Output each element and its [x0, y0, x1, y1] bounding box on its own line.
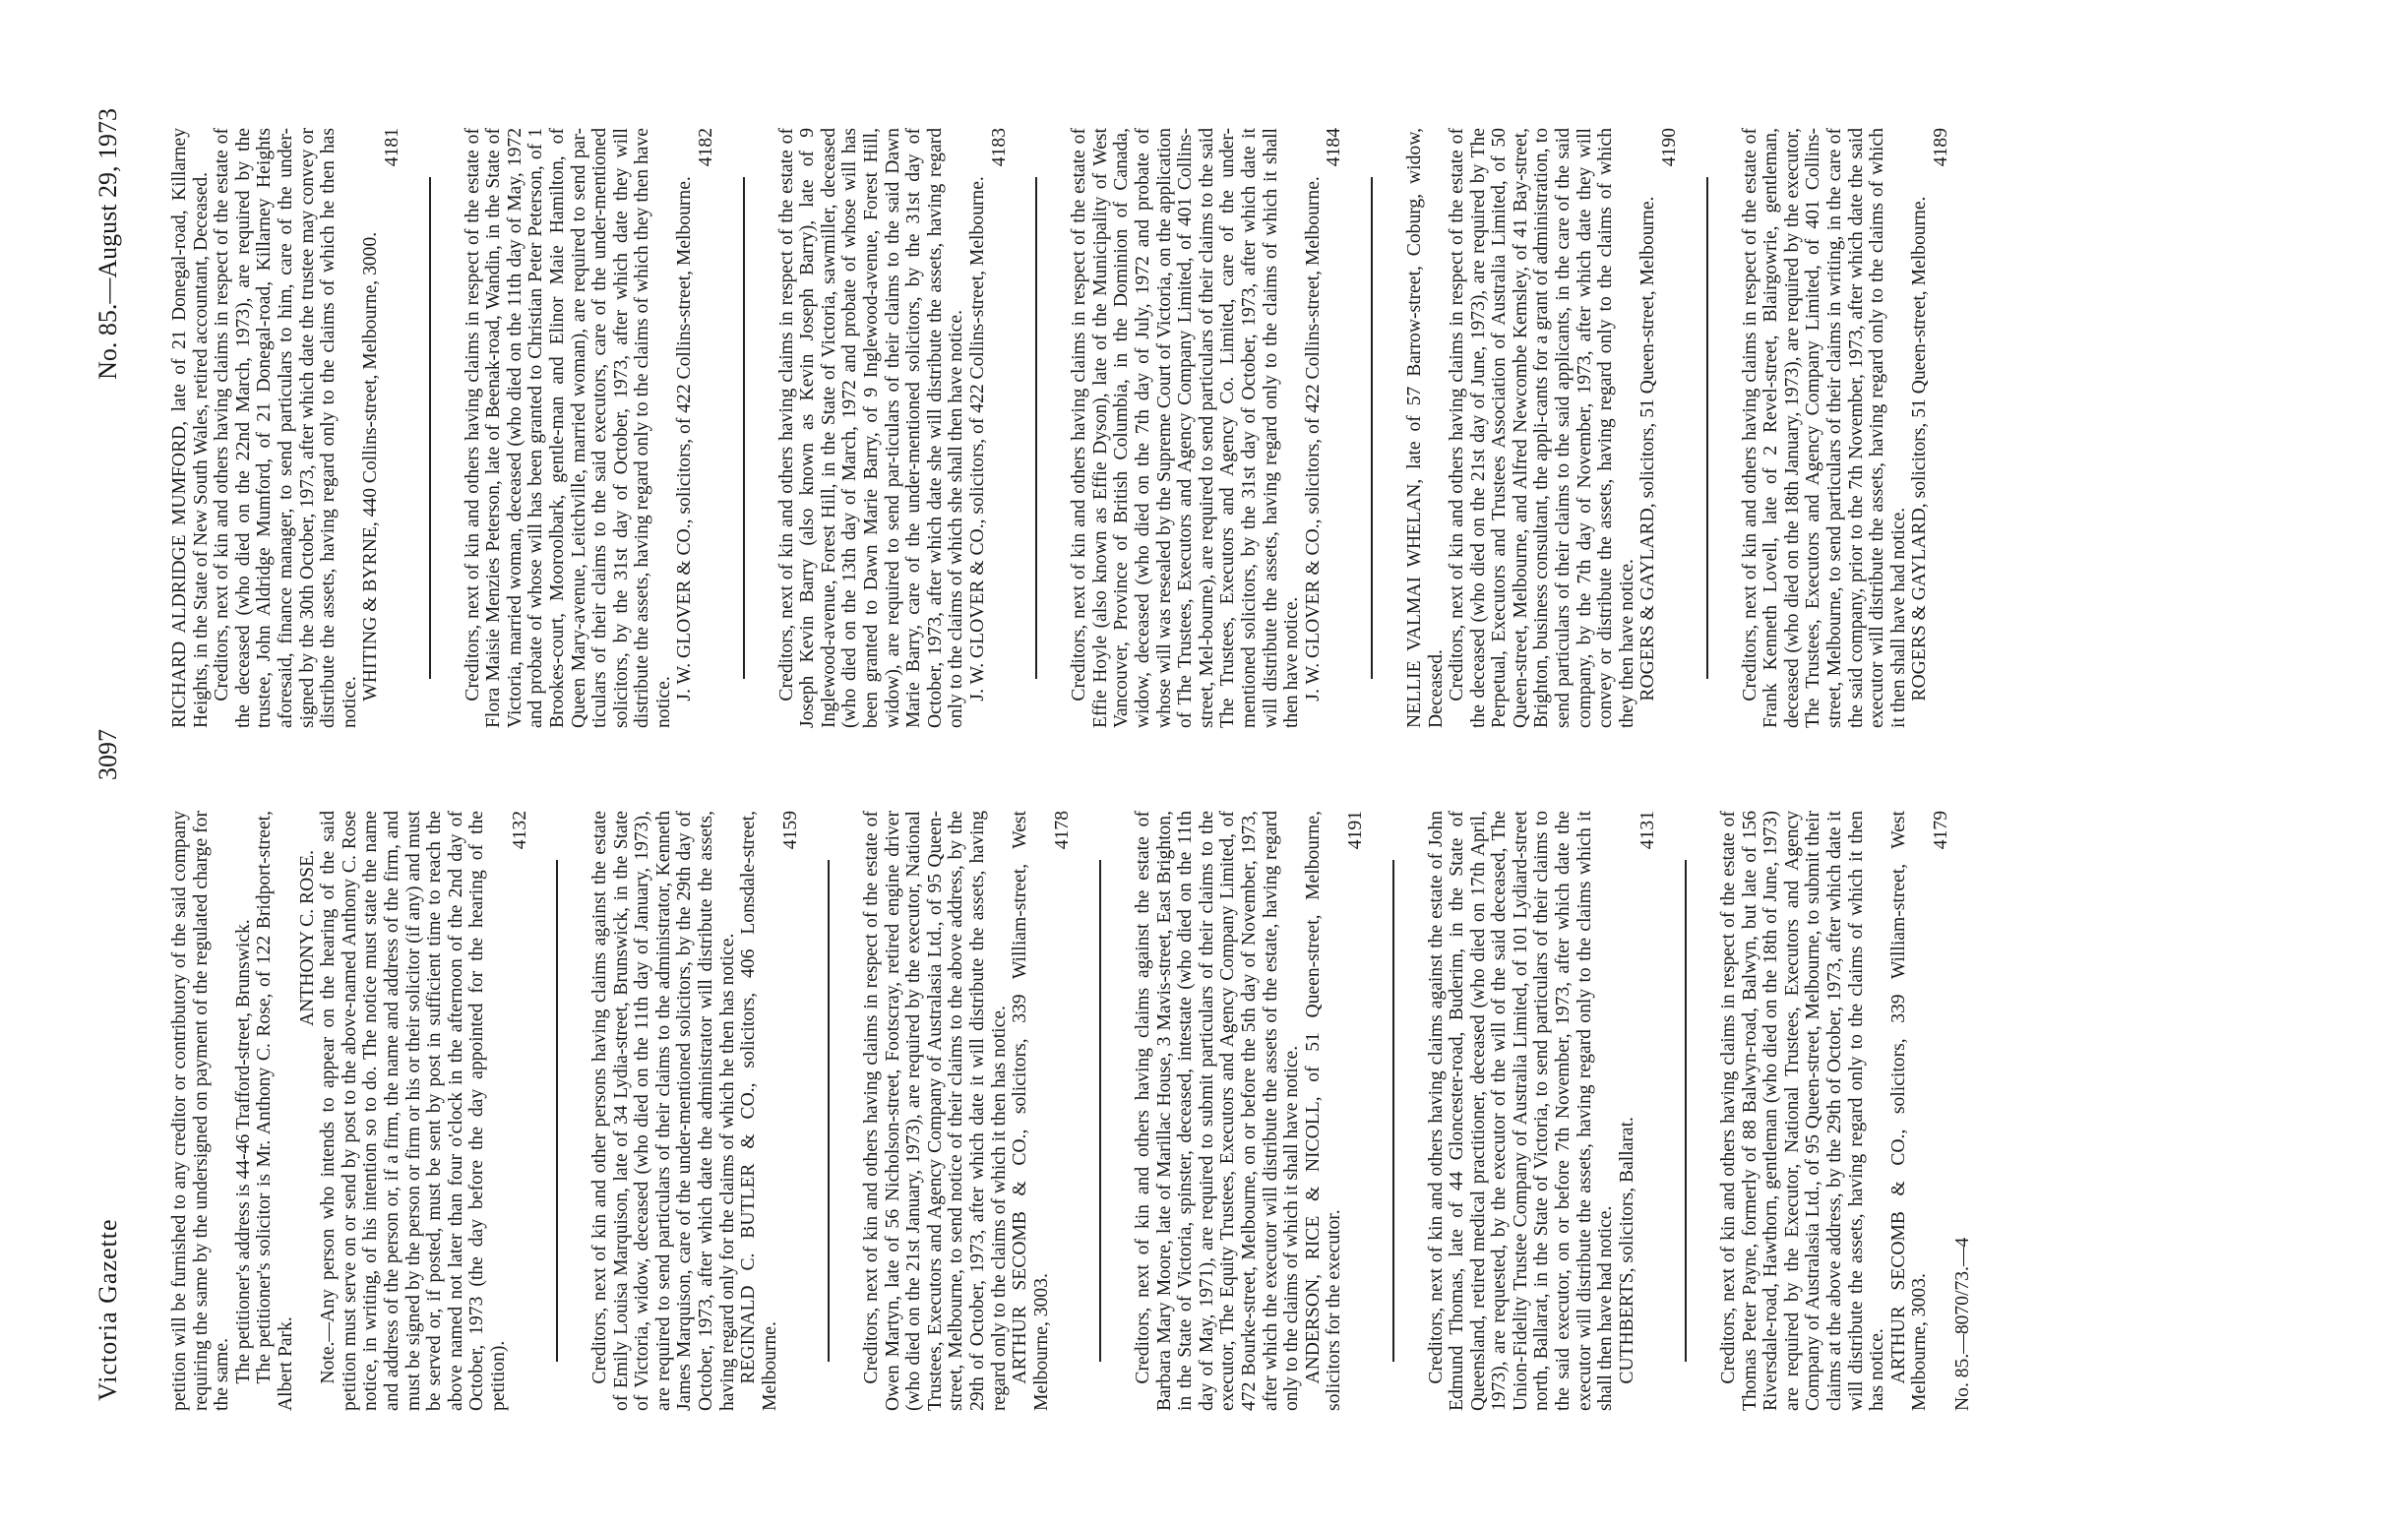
notice-4190 — [1404, 128, 1681, 728]
notice-number: 4189 — [1930, 128, 1951, 167]
continued-text: petition will be furnished to any creditor or contributory of the said company requiring the same by the undersigned on payment of the regulated charge for the same. — [169, 811, 233, 1411]
left-column — [169, 811, 1973, 1411]
notice-signature: CUTHBERTS, solicitors, Ballarat. — [1616, 1117, 1637, 1384]
notice-4131 — [1426, 811, 1660, 1411]
notice-signature: ROGERS & GAYLARD, solicitors, 51 Queen-street, Melbourne. — [1909, 196, 1931, 702]
notice-number: 4182 — [696, 128, 717, 167]
notice-4184 — [1069, 128, 1345, 728]
notice-number: 4190 — [1659, 128, 1681, 167]
notice-body: Creditors, next of kin and others having claims in respect of the estate of Owen Martyn, late of 56 Nicholson-street, Footscray, retired engine driver (who died on the 21st January, 1973), are required by the executor, National Trustees, Executors and Agency Company of Australasia Ltd., of 95 Queen-street, Melbourne, to send notice of their claims to the above address, by the 29th of October, 1973, after which date it will distribute the assets, having regard only to the claims of which it then has notice. — [861, 811, 1010, 1411]
notice-4181 — [169, 128, 403, 728]
notice-signature: REGINALD C. BUTLER & CO., solicitors, 406 Lonsdale-street, Melbourne. — [738, 811, 780, 1411]
notice-signature: ARTHUR SECOMB & CO., solicitors, 339 William-street, West Melbourne, 3003. — [1010, 811, 1052, 1411]
notice-number: 4178 — [1052, 811, 1074, 850]
notice-number: 4131 — [1637, 811, 1659, 850]
notice-body: Creditors, next of kin and others having claims in respect of the estate of the deceased (who died on the 22nd March, 1973), are required by the trustee, John Aldridge Mumford, of 21 Donegal-road, Killarney Heights aforesaid, finance manager, to send particulars to him, care of the under-signed by the 30th October, 1973, after which date the trustee may convey or distribute the assets, having regard only to the claims of which he then has notice. — [212, 128, 360, 728]
notice-body: Creditors, next of kin and others having claims against the estate of Barbara Mary Moore, late of Marillac House, 3 Mavis-street, East Brighton, in the State of Victoria, spinster, deceased, intestate (who died on the 11th day of May, 1971), are required to submit particulars of their claims to the executor, The Equity Trustees, Executors and Agency Company Limited, of 472 Bourke-street, Melbourne, on or before the 5th day of November, 1973, after which the executor will distribute the assets of the estate, having regard only to the claims of which it shall have notice. — [1132, 811, 1303, 1411]
page-number: 3097 — [93, 729, 122, 780]
notice-body: Creditors, next of kin and others having claims against the estate of John Edmund Thomas, late of 44 Gloncester-road, Buderim, in the State of Queensland, retired medical practitioner, deceased (who died on 17th April, 1973), are requested, by the executor of the will of the said deceased, The Union-Fidelity Trustee Company of Australia Limited, of 101 Lydiard-street north, Ballarat, in the State of Victoria, to send particulars of their claims to the said executor, on or before 7th November, 1973, after which date the executor will distribute the assets, having regard only to the claims which it shall then have had notice. — [1425, 811, 1617, 1411]
divider — [1685, 860, 1687, 1362]
divider — [429, 177, 431, 679]
notice-signature: J. W. GLOVER & CO., solicitors, of 422 Collins-street, Melbourne. — [674, 176, 696, 702]
notice-title: RICHARD ALDRIDGE MUMFORD, late of 21 Donegal-road, Killarney Heights, in the State of New South Wales, retired accountant, Deceased. — [169, 128, 212, 728]
divider — [743, 177, 745, 679]
divider — [556, 860, 558, 1362]
publication-title: Victoria Gazette — [93, 1218, 122, 1401]
notice-signature: J. W. GLOVER & CO., solicitors, of 422 Collins-street, Melbourne. — [967, 176, 988, 702]
notice-signature: ARTHUR SECOMB & CO., solicitors, 339 William-street, West Melbourne, 3003. — [1887, 811, 1931, 1411]
hearing-note: Note.—Any person who intends to appear on the hearing of the said petition must serve on or send by post to the above-named Anthony C. Rose notice, in writing, of his intention so to do. The notice must state the name and address of the person or, if a firm, the name and address of the firm, and must be signed by the person or firm or his or their solicitor (if any) and must be served or, if posted, must be sent by post in sufficient time to reach the above named not later than four o'clock in the afternoon of the 2nd day of October, 1973 (the day before the day appointed for the hearing of the petition). — [318, 811, 509, 1411]
notice-4183 — [776, 128, 1011, 728]
petitioner-solicitor: The petitioner's solicitor is Mr. Anthony C. Rose, of 122 Bridport-street, Albert Park. — [254, 811, 296, 1411]
divider — [1392, 860, 1394, 1362]
notice-body: Creditors, next of kin and others having claims in respect of the estate of Joseph Kevin Barry (also known as Kevin Joseph Barry), late of 9 Inglewood-avenue, Forest Hill, in the State of Victoria, sawmiller, deceased (who died on the 13th day of March, 1972 and probate of whose will has been granted to Dawn Marie Barry, of 9 Inglewood-avenue, Forest Hill, widow), are required to send par-ticulars of their claims to the said Dawn Marie Barry, care of the under-mentioned solicitors, by the 31st day of October, 1973, after which date she will distribute the assets, having regard only to the claims of which she shall then have notice. — [775, 128, 967, 728]
notice-signature: ANDERSON, RICE & NICOLL, of 51 Queen-street, Melbourne, solicitors for the executor. — [1302, 811, 1345, 1411]
notice-body: Creditors, next of kin and others having claims in respect of the estate of the deceased (who died on the 21st day of June, 1973), are required by The Perpetual, Executors and Trustees Association of Australia Limited, of 50 Queen-street, Melbourne, and Alfred Newcombe Kemsley, of 41 Bay-street, Brighton, business consultant, the appli-cants for a grant of administration, to send particulars of their claims to the said applicants, in the care of the said company, by the 7th day of November, 1973, after which date they will convey or distribute the assets, having regard only to the claims of which they then have notice. — [1447, 128, 1637, 728]
divider — [1099, 860, 1101, 1362]
notice-signature: J. W. GLOVER & CO., solicitors, of 422 Collins-street, Melbourne. — [1302, 176, 1324, 702]
notice-body: Creditors, next of kin and others having claims in respect of the estate of Effie Hoyle (also known as Effie Dyson), late of the Municipality of West Vancouver, Province of British Columbia, in the Dominion of Canada, widow, deceased (who died on the 7th day of July, 1972 and probate of whose will was resealed by the Supreme Court of Victoria, on the application of The Trustees, Executors and Agency Company Limited, of 401 Collins-street, Mel-bourne), are required to send particulars of their claims to the said The Trustees, Executors and Agency Co. Limited, care of the under-mentioned solicitors, by the 31st day of October, 1973, after which date it will distribute the assets, having regard only to the claims of which it shall then have notice. — [1069, 128, 1303, 728]
notice-number: 4191 — [1344, 811, 1366, 850]
right-column — [169, 128, 1952, 728]
notice-body: Creditors, next of kin and others having claims in respect of the estate of Flora Maisie Menzies Peterson, late of Beenak-road, Wandin, in the State of Victoria, married woman, deceased (who died on the 11th day of May, 1972 and probate of whose will has been granted to Christian Peter Peterson, of 1 Brookes-court, Mooroolbark, gentle-man and Elinor Maie Hamilton, of Queen Mary-avenue, Leitchville, married woman), are required to send par-ticulars of their claims to the said executors, care of the under-mentioned solicitors, by the 31st day of October, 1973, after which date they will distribute the assets, having regard only to the claims of which they then have notice. — [462, 128, 674, 728]
notice-signature: WHITING & BYRNE, 440 Collins-street, Melbourne, 3000. — [360, 231, 382, 702]
notice-signature: ROGERS & GAYLARD, solicitors, 51 Queen-street, Melbourne. — [1637, 196, 1659, 702]
page-footer: No. 85.—8070/73.—4 — [1951, 1237, 1973, 1411]
notice-4191 — [1133, 811, 1367, 1411]
notice-body: Creditors, next of kin and others having claims in respect of the estate of Frank Kenneth Lovell, late of 2 Revel-street, Blairgowrie, gentleman, deceased (who died on the 18th January, 1973), are required by the executor, The Trustees, Executors and Agency Company Limited, of 401 Collins-street, Melbourne, to send particulars of their claims in writing, in the care of the said company, prior to the 7th November, 1973, after which date the said executor will distribute the assets, having regard only to the claims of which it then shall have had notice. — [1739, 128, 1909, 728]
divider — [1371, 177, 1373, 679]
notice-number: 4183 — [988, 128, 1010, 167]
page-header — [93, 108, 139, 1401]
notice-number: 4179 — [1930, 811, 1951, 850]
issue-date: No. 85.—August 29, 1973 — [93, 108, 122, 380]
notice-number: 4181 — [381, 128, 402, 167]
notice-body: Creditors, next of kin and other persons having claims against the estate of Emily Louisa Marquison, late of 34 Lydia-street, Brunswick, in the State of Victoria, widow, deceased (who died on the 11th day of January, 1973), are required to send particulars of their claims to the administrator, Kenneth James Marquison, care of the under-mentioned solicitors, by the 29th day of October, 1973, after which date the administrator will distribute the assets, having regard only for the claims of which he then has notice. — [589, 811, 738, 1411]
notice-title: NELLIE VALMAI WHELAN, late of 57 Barrow-street, Coburg, widow, Deceased. — [1403, 128, 1447, 728]
divider — [828, 860, 830, 1362]
signature: ANTHONY C. ROSE. — [296, 850, 318, 1026]
notice-4182 — [463, 128, 717, 728]
notice-4179 — [1718, 811, 1952, 1411]
notice-body: Creditors, next of kin and others having claims in respect of the estate of Thomas Peter Payne, formerly of 88 Balwyn-road, Balwyn, but late of 156 Riversdale-road, Hawthorn, gentleman (who died on the 18th of June, 1973) are required by the Executor, National Trustees, Executors and Agency Company of Australasia Ltd., of 95 Queen-street, Melbourne, to submit their claims at the above address, by the 29th of October, 1973, after which date it will distribute the assets, having regard only to the claims of which it then has notice. — [1718, 811, 1888, 1411]
notice-number: 4159 — [780, 811, 802, 850]
divider — [1706, 177, 1708, 679]
notice-number: 4184 — [1324, 128, 1345, 167]
notice-number: 4132 — [509, 811, 530, 850]
notice-4159 — [589, 811, 802, 1411]
petitioner-address: The petitioner's address is 44-46 Trafford-street, Brunswick. — [232, 919, 254, 1384]
divider — [1035, 177, 1037, 679]
notice-4178 — [861, 811, 1074, 1411]
notice-4189 — [1740, 128, 1952, 728]
